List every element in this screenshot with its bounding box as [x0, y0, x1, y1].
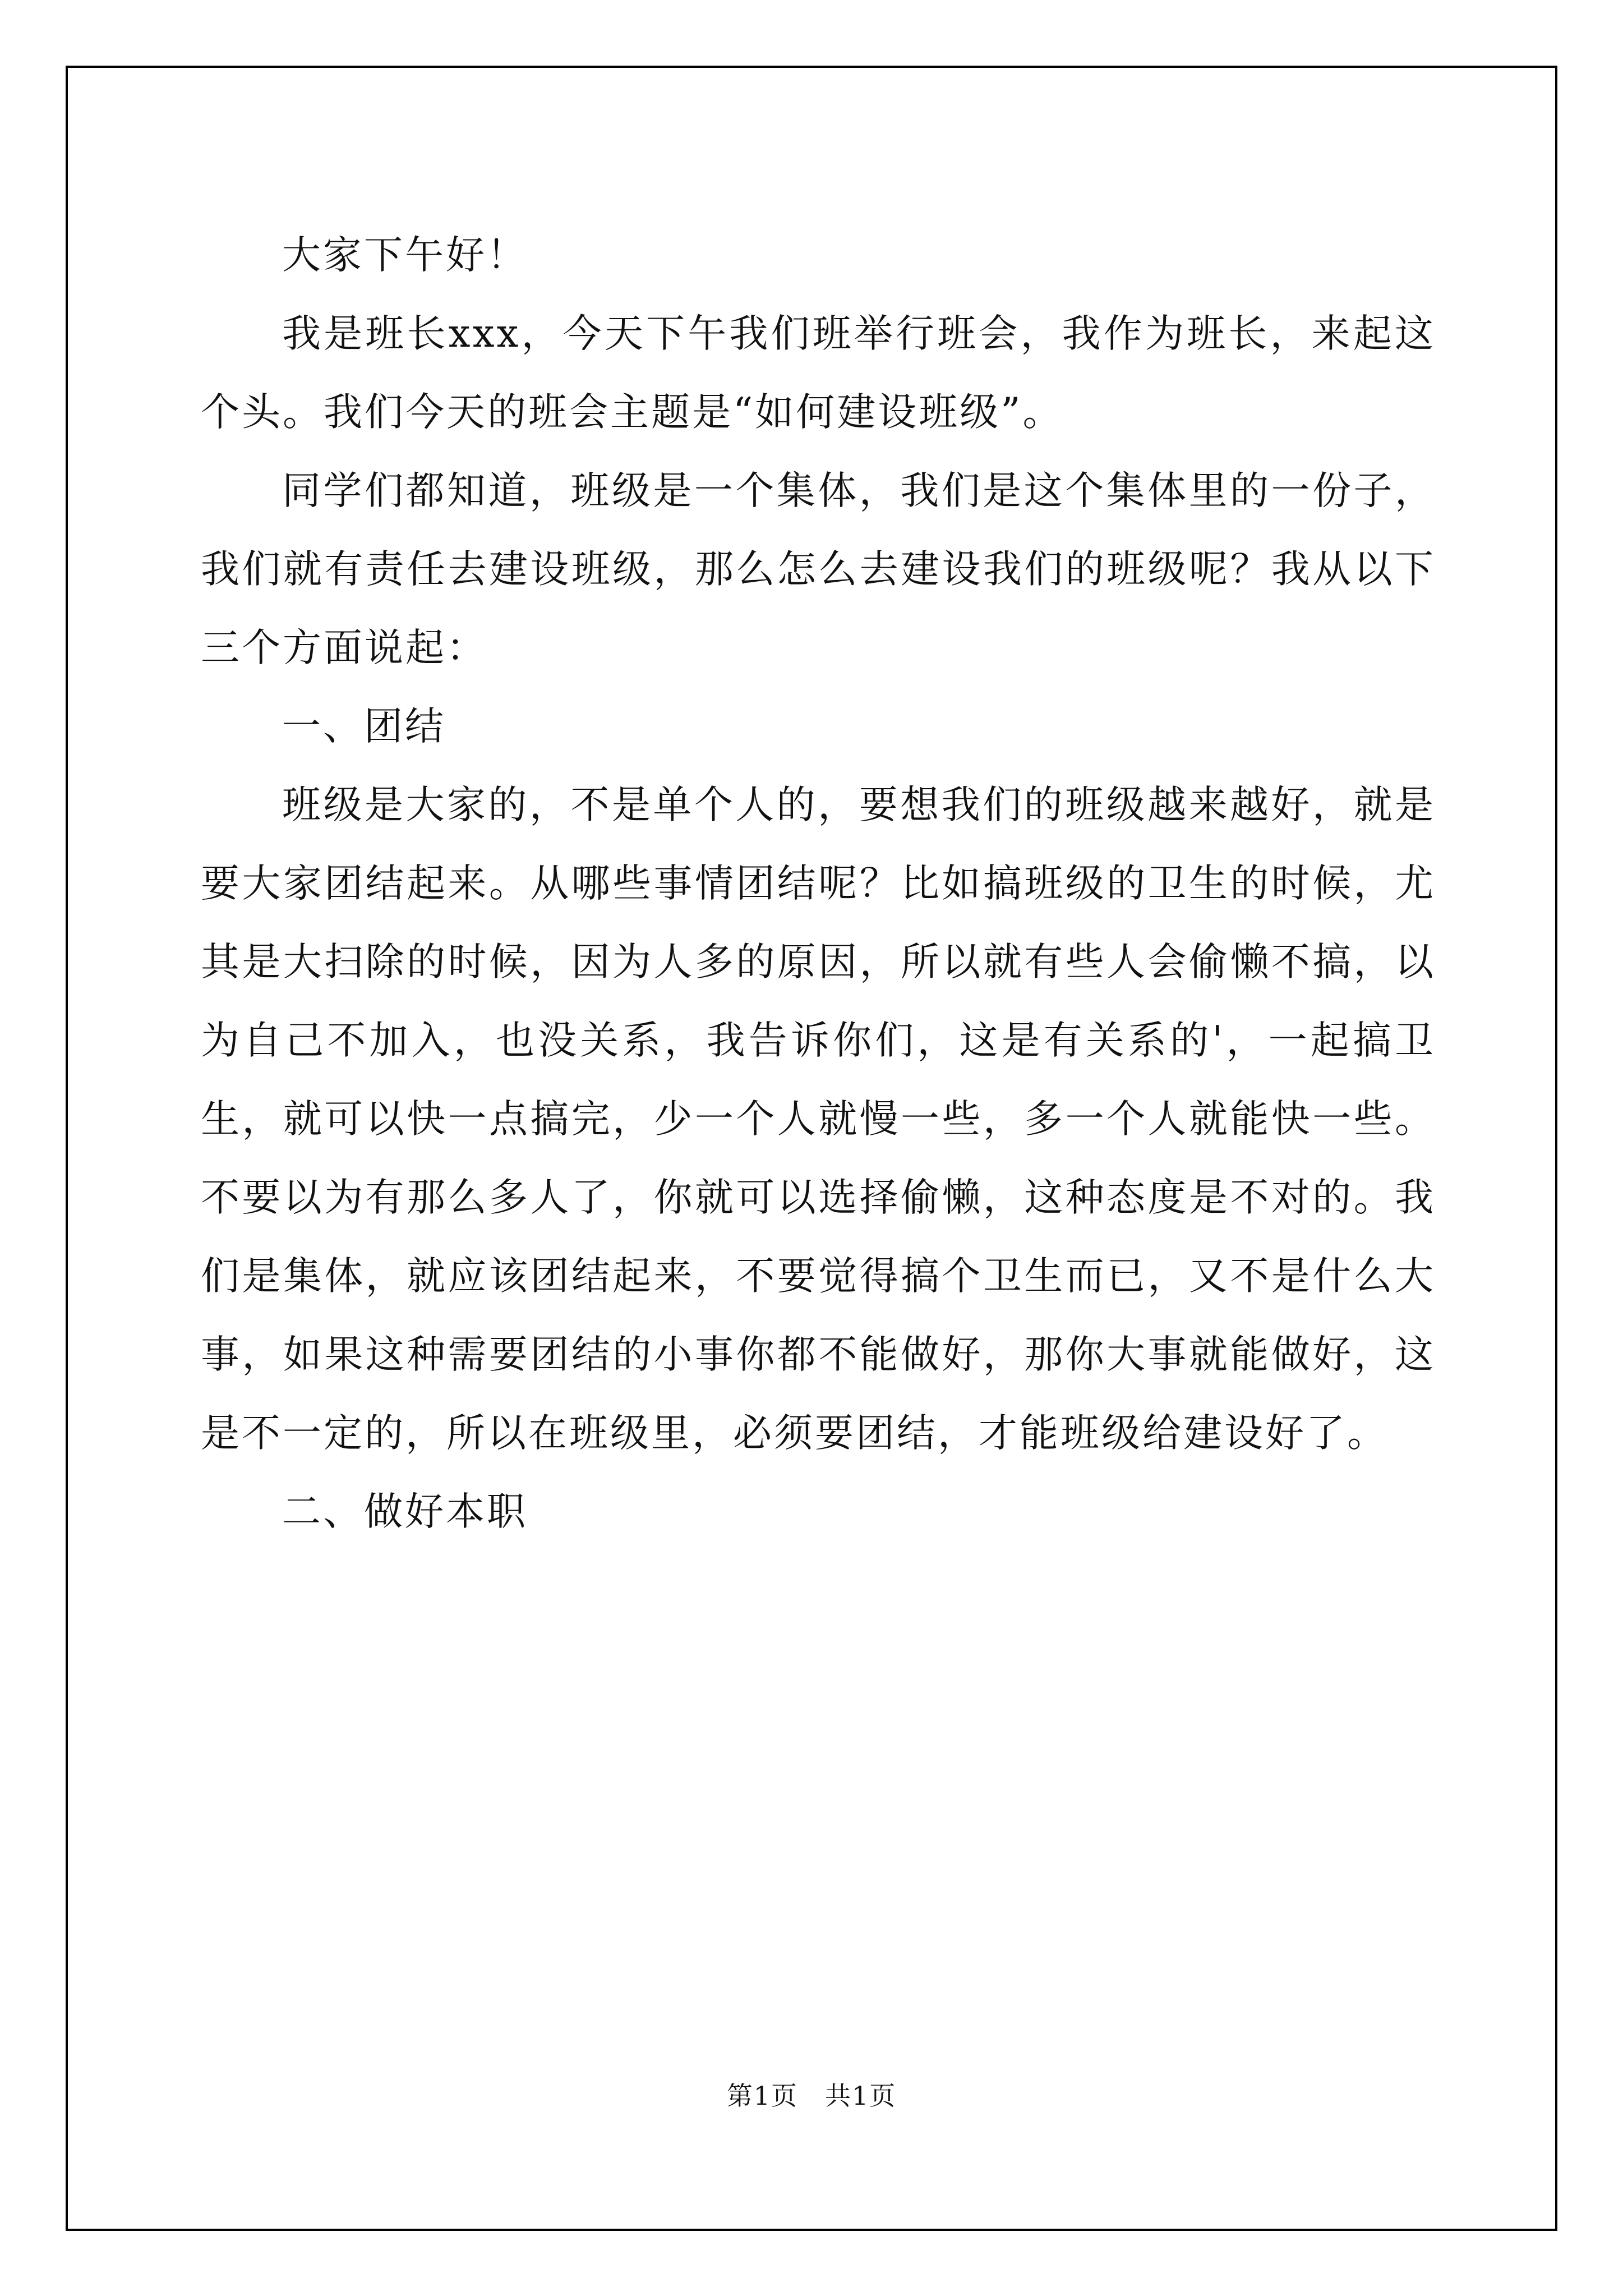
page-number-footer: 第1页 共1页 — [726, 2081, 897, 2111]
paragraph-overview: 同学们都知道，班级是一个集体，我们是这个集体里的一份子，我们就有责任去建设班级，那么怎么去建设我们的班级呢？我从以下三个方面说起： — [201, 468, 1436, 670]
paragraph-unity: 班级是大家的，不是单个人的，要想我们的班级越来越好，就是要大家团结起来。从哪些事情团结呢？比如搞班级的卫生的时候，尤其是大扫除的时候，因为人多的原因，所以就有些人会偷懒不搞，以为自己不加入，也没关系，我告诉你们，这是有关系的'，一起搞卫生，就可以快一点搞完，少一个人就慢一些，多一个人就能快一些。不要以为有那么多人了，你就可以选择偷懒，这种态度是不对的。我们是集体，就应该团结起来，不要觉得搞个卫生而已，又不是什么大事，如果这种需要团结的小事你都不能做好，那你大事就能做好，这是不一定的，所以在班级里，必须要团结，才能班级给建设好了。 — [201, 783, 1436, 1456]
paragraph-greeting: 大家下午好！ — [282, 233, 528, 278]
section-heading-unity: 一、团结 — [282, 704, 446, 749]
paragraph-intro: 我是班长xxx，今天下午我们班举行班会，我作为班长，来起这个头。我们今天的班会主题是“如何建设班级”。 — [201, 311, 1436, 435]
section-heading-duty: 二、做好本职 — [282, 1489, 528, 1534]
document-body — [201, 216, 1436, 1551]
